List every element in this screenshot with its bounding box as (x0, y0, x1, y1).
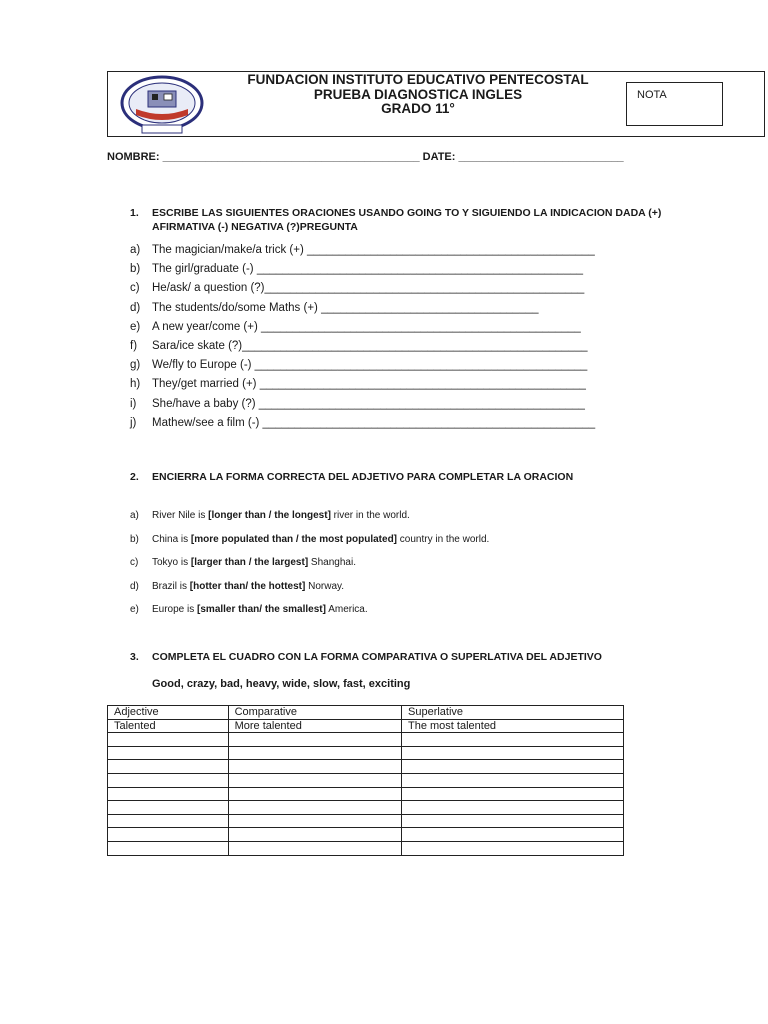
section2-instructions: ENCIERRA LA FORMA CORRECTA DEL ADJETIVO PARA COMPLETAR LA ORACION (152, 471, 574, 483)
grade-title: GRADO 11° (381, 101, 455, 116)
table-cell[interactable] (108, 733, 229, 747)
table-cell[interactable] (108, 801, 229, 815)
table-row[interactable] (108, 773, 624, 787)
table-cell[interactable] (402, 746, 624, 760)
table-cell[interactable] (228, 733, 401, 747)
date-field[interactable]: ___________________________ (458, 151, 624, 163)
section1-number: 1. (130, 207, 139, 219)
name-label: NOMBRE: (107, 151, 160, 163)
nota-label: NOTA (637, 89, 667, 101)
table-row[interactable] (108, 841, 624, 855)
list-item[interactable]: e) Europe is [smaller than/ the smallest] America. (130, 604, 368, 615)
table-row[interactable] (108, 814, 624, 828)
table-cell[interactable] (228, 787, 401, 801)
adjective-table (107, 705, 624, 856)
table-cell[interactable] (402, 787, 624, 801)
table-header-cell: Comparative (228, 706, 401, 720)
table-row (108, 719, 624, 733)
section2-title (130, 471, 672, 485)
adjective-choice[interactable]: [larger than / the largest] (190, 557, 309, 568)
table-cell[interactable] (108, 814, 229, 828)
section3-instructions: COMPLETA EL CUADRO CON LA FORMA COMPARATIVA O SUPERLATIVA DEL ADJETIVO (152, 651, 602, 663)
table-row[interactable] (108, 746, 624, 760)
list-item[interactable]: i) She/have a baby (?) ___________________________________________________ (130, 397, 585, 410)
table-cell[interactable] (228, 841, 401, 855)
list-item[interactable]: a) The magician/make/a trick (+) _____________________________________________ (130, 244, 595, 256)
list-item[interactable]: b) China is [more populated than / the most populated] country in the world. (130, 533, 490, 545)
table-cell[interactable] (228, 760, 401, 774)
table-cell[interactable] (228, 773, 401, 787)
list-item[interactable]: g) We/fly to Europe (-) ____________________________________________________ (130, 359, 588, 372)
table-cell: Talented (108, 719, 229, 733)
list-item[interactable]: d) Brazil is [hotter than/ the hottest] Norway. (130, 580, 345, 592)
table-cell: More talented (228, 719, 401, 733)
table-header-row (108, 706, 624, 720)
name-field[interactable]: __________________________________________ (162, 151, 420, 163)
list-item[interactable]: c) He/ask/ a question (?)__________________________________________________ (130, 282, 585, 295)
table-row[interactable] (108, 828, 624, 842)
adjective-choice[interactable]: [longer than / the longest] (208, 510, 331, 521)
table-cell[interactable] (402, 828, 624, 842)
table-header-cell: Superlative (402, 706, 624, 720)
section3-number: 3. (130, 651, 139, 663)
list-item[interactable]: a) River Nile is [longer than / the longest] river in the world. (130, 510, 410, 521)
section3-title (130, 651, 672, 665)
table-cell[interactable] (402, 773, 624, 787)
table-row[interactable] (108, 760, 624, 774)
word-bank: Good, crazy, bad, heavy, wide, slow, fast, exciting (152, 678, 411, 690)
table-cell[interactable] (108, 773, 229, 787)
table-cell: The most talented (402, 719, 624, 733)
header-titles (218, 72, 618, 117)
section1-list (130, 244, 595, 436)
section2-number: 2. (130, 471, 139, 483)
table-cell[interactable] (402, 801, 624, 815)
list-item[interactable]: c) Tokyo is [larger than / the largest] Shanghai. (130, 557, 356, 568)
header-box (107, 71, 765, 137)
table-cell[interactable] (402, 760, 624, 774)
table-cell[interactable] (108, 841, 229, 855)
table-cell[interactable] (108, 746, 229, 760)
table-cell[interactable] (228, 801, 401, 815)
list-item[interactable]: e) A new year/come (+) __________________________________________________ (130, 320, 581, 333)
table-row[interactable] (108, 787, 624, 801)
list-item[interactable]: h) They/get married (+) ___________________________________________________ (130, 378, 586, 391)
table-cell[interactable] (402, 841, 624, 855)
table-cell[interactable] (108, 760, 229, 774)
section1-title (130, 207, 672, 234)
list-item[interactable]: b) The girl/graduate (-) ___________________________________________________ (130, 263, 584, 276)
table-cell[interactable] (402, 733, 624, 747)
table-row[interactable] (108, 801, 624, 815)
table-header-cell: Adjective (108, 706, 229, 720)
table-cell[interactable] (228, 746, 401, 760)
institution-name: FUNDACION INSTITUTO EDUCATIVO PENTECOSTAL (247, 72, 589, 87)
adjective-choice[interactable]: [smaller than/ the smallest] (197, 604, 326, 615)
table-cell[interactable] (228, 814, 401, 828)
date-label: DATE: (422, 151, 456, 163)
list-item[interactable]: f) Sara/ice skate (?)______________________________________________________ (130, 339, 588, 352)
adjective-choice[interactable]: [more populated than / the most populated] (190, 533, 398, 545)
table-cell[interactable] (402, 814, 624, 828)
list-item[interactable]: d) The students/do/some Maths (+) __________________________________ (130, 301, 539, 314)
student-info-row (107, 151, 624, 163)
table-cell[interactable] (108, 828, 229, 842)
table-cell[interactable] (108, 787, 229, 801)
table-cell[interactable] (228, 828, 401, 842)
adjective-choice[interactable]: [hotter than/ the hottest] (189, 580, 306, 592)
list-item[interactable]: j) Mathew/see a film (-) ____________________________________________________ (130, 416, 596, 429)
nota-box[interactable] (626, 82, 723, 126)
section1-instructions: ESCRIBE LAS SIGUIENTES ORACIONES USANDO GOING TO Y SIGUIENDO LA INDICACION DADA (+) AFIRMATIVA (-) NEGATIVA (?)PREGUNTA (152, 207, 662, 233)
test-title: PRUEBA DIAGNOSTICA INGLES (313, 86, 523, 102)
school-logo-icon (116, 75, 208, 135)
table-row[interactable] (108, 733, 624, 747)
section2-list (130, 510, 489, 628)
